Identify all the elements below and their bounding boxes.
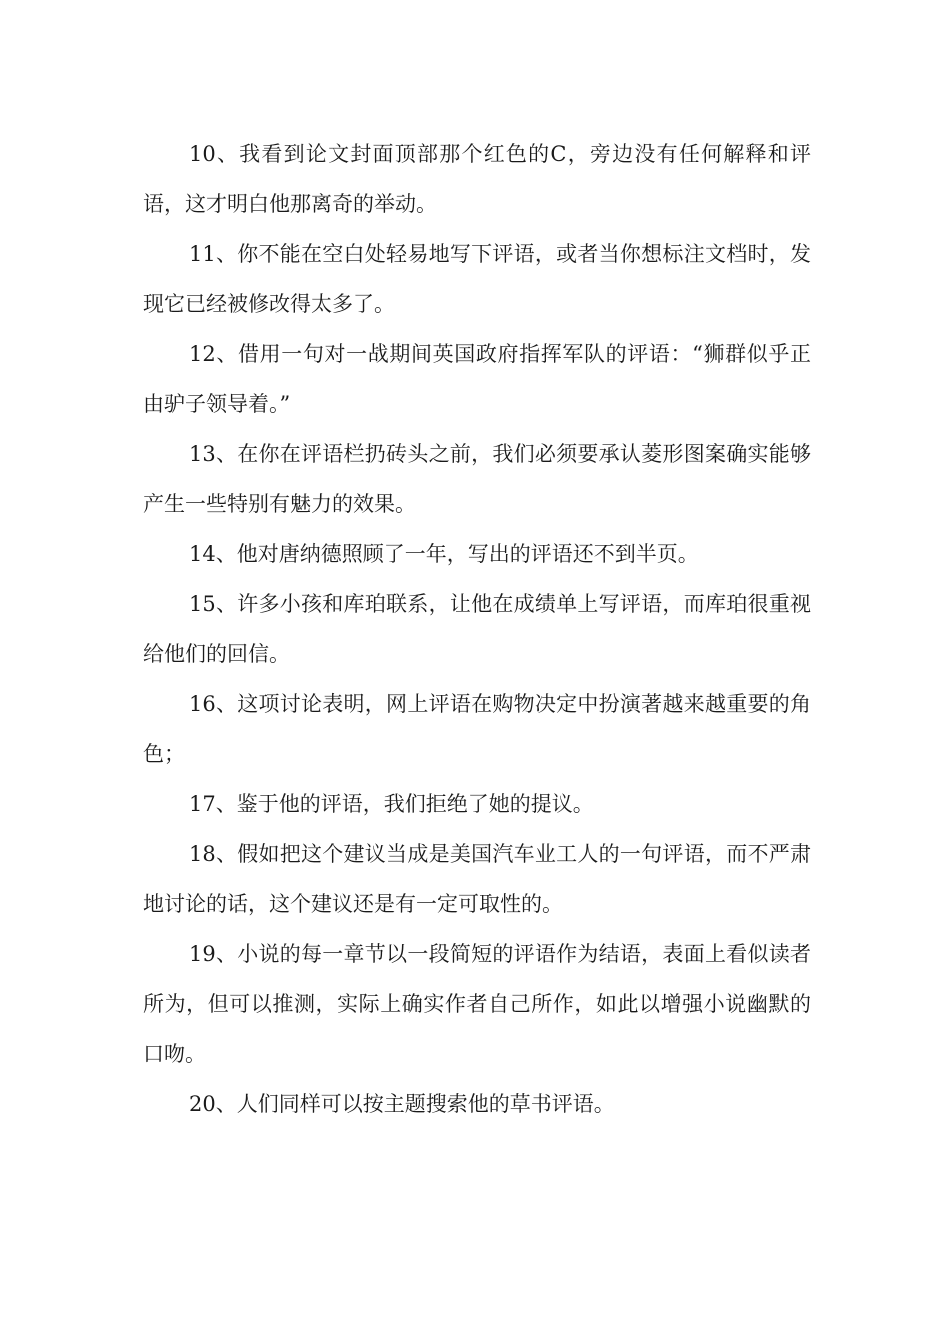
paragraph-17: 17、鉴于他的评语，我们拒绝了她的提议。 <box>189 792 594 816</box>
paragraph-18: 18、假如把这个建议当成是美国汽车业工人的一句评语，而不严肃地讨论的话，这个建议还是有一定可取性的。 <box>143 842 811 916</box>
paragraph-13: 13、在你在评语栏扔砖头之前，我们必须要承认菱形图案确实能够产生一些特别有魅力的效果。 <box>143 442 811 516</box>
paragraph-12: 12、借用一句对一战期间英国政府指挥军队的评语：“狮群似乎正由驴子领导着。” <box>143 342 811 416</box>
paragraph-16: 16、这项讨论表明，网上评语在购物决定中扮演著越来越重要的角色； <box>143 692 811 766</box>
paragraph-14: 14、他对唐纳德照顾了一年，写出的评语还不到半页。 <box>189 542 699 566</box>
paragraph-20: 20、人们同样可以按主题搜索他的草书评语。 <box>189 1092 615 1116</box>
paragraph-19: 19、小说的每一章节以一段简短的评语作为结语，表面上看似读者所为，但可以推测，实际上确实作者自己所作，如此以增强小说幽默的口吻。 <box>143 942 811 1066</box>
paragraph-10: 10、我看到论文封面顶部那个红色的C，旁边没有任何解释和评语，这才明白他那离奇的举动。 <box>143 142 811 216</box>
document-body <box>143 129 811 1129</box>
paragraph-15: 15、许多小孩和库珀联系，让他在成绩单上写评语，而库珀很重视给他们的回信。 <box>143 592 811 666</box>
paragraph-11: 11、你不能在空白处轻易地写下评语，或者当你想标注文档时，发现它已经被修改得太多了。 <box>143 242 811 316</box>
